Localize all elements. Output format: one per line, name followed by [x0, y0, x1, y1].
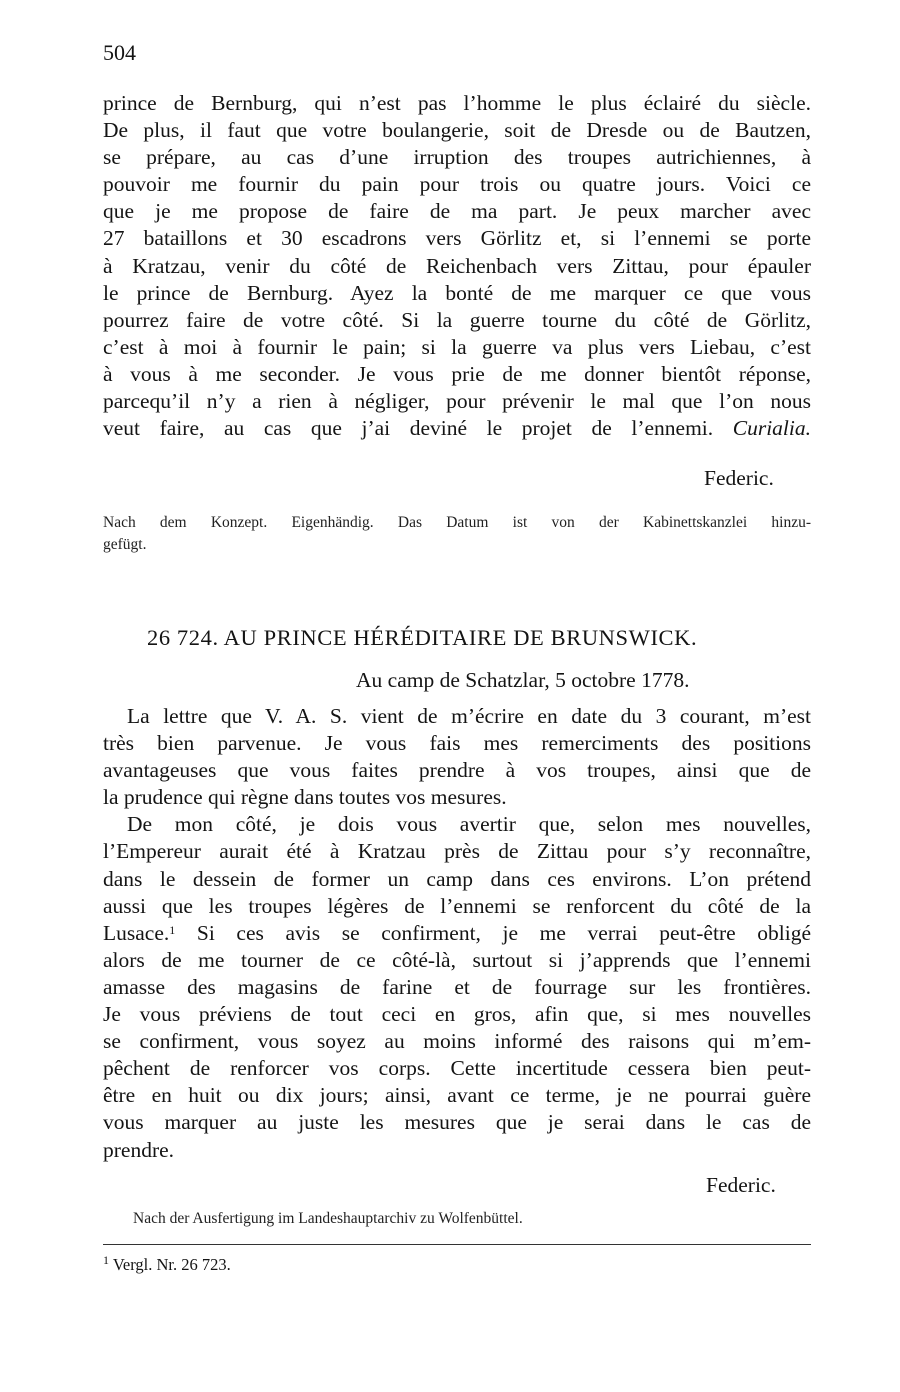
text-line: 27 bataillons et 30 escadrons vers Görlitz et, si l’ennemi se porte	[103, 226, 811, 251]
text-line: que je me propose de faire de ma part. Je peux marcher avec	[103, 199, 811, 224]
text-line: De mon côté, je dois vous avertir que, selon mes nouvelles,	[127, 812, 811, 837]
text-line-part: Si ces avis se confirment, je me verrai peut-être obligé	[175, 920, 811, 945]
text-line: le prince de Bernburg. Ayez la bonté de me marquer ce que vous	[103, 280, 811, 305]
source-note: Nach der Ausfertigung im Landeshauptarchiv zu Wolfenbüttel.	[133, 1210, 523, 1227]
text-line: prince de Bernburg, qui n’est pas l’homme le plus éclairé du siècle.	[103, 91, 811, 115]
page-number: 504	[103, 40, 136, 65]
footnote-divider	[103, 1244, 811, 1245]
letter-body	[103, 703, 811, 1164]
text-line: De plus, il faut que votre boulangerie, soit de Dresde ou de Bautzen,	[103, 118, 811, 143]
text-line: à vous à me seconder. Je vous prie de me donner bientôt réponse,	[103, 361, 811, 386]
letter-heading: 26 724. AU PRINCE HÉRÉDITAIRE DE BRUNSWICK.	[147, 625, 698, 650]
text-line: aussi que les troupes légères de l’ennemi se renforcent du côté de la	[103, 893, 811, 918]
text-line: être en huit ou dix jours; ainsi, avant ce terme, je ne pourrai guère	[103, 1083, 811, 1108]
text-line: l’Empereur aurait été à Kratzau près de Zittau pour s’y reconnaître,	[103, 839, 811, 864]
text-line: pouvoir me fournir du pain pour trois ou quatre jours. Voici ce	[103, 172, 811, 197]
text-line: se confirment, vous soyez au moins informé des raisons qui m’em-	[103, 1029, 811, 1054]
footnote-reference[interactable]: 1	[169, 922, 176, 937]
text-line: Je vous préviens de tout ceci en gros, afin que, si mes nouvelles	[103, 1002, 811, 1027]
text-line: se prépare, au cas d’une irruption des troupes autrichiennes, à	[103, 145, 811, 170]
text-line: vous marquer au juste les mesures que je serai dans le cas de	[103, 1110, 811, 1135]
text-line-part: Lusace.	[103, 920, 170, 945]
text-line: dans le dessein de former un camp dans ces environs. L’on prétend	[103, 866, 811, 891]
source-note	[103, 512, 811, 556]
text-line	[103, 415, 811, 442]
curialia-note: Curialia.	[732, 416, 812, 441]
text-line: La lettre que V. A. S. vient de m’écrire en date du 3 courant, m’est	[127, 704, 811, 728]
text-line	[103, 920, 811, 947]
text-line: c’est à moi à fournir le pain; si la guerre va plus vers Liebau, c’est	[103, 334, 811, 359]
footnote	[103, 1255, 231, 1275]
text-line: parcequ’il n’y a rien à négliger, pour prévenir le mal que l’on nous	[103, 389, 811, 414]
text-line: pêchent de renforcer vos corps. Cette incertitude cessera bien peut-	[103, 1056, 811, 1081]
note-line: Nach dem Konzept. Eigenhändig. Das Datum ist von der Kabinettskanzlei hinzu-	[103, 514, 811, 531]
text-line: alors de me tourner de ce côté-là, surtout si j’apprends que l’ennemi	[103, 947, 811, 972]
text-line: à Kratzau, venir du côté de Reichenbach vers Zittau, pour épauler	[103, 253, 811, 278]
text-line: très bien parvenue. Je vous fais mes remerciments des positions	[103, 731, 811, 756]
text-line: la prudence qui règne dans toutes vos mesures.	[103, 785, 507, 810]
text-line: pourrez faire de votre côté. Si la guerre tourne du côté de Görlitz,	[103, 307, 811, 332]
note-line: gefügt.	[103, 536, 147, 553]
footnote-text: Vergl. Nr. 26 723.	[112, 1255, 231, 1274]
footnote-marker: 1	[103, 1253, 109, 1267]
text-line: prendre.	[103, 1137, 175, 1162]
text-line-part: veut faire, au cas que j’ai deviné le projet de l’ennemi.	[103, 416, 714, 441]
letter-body	[103, 90, 811, 442]
text-line: amasse des magasins de farine et de fourrage sur les frontières.	[103, 974, 811, 999]
signature: Federic.	[706, 1173, 776, 1197]
signature: Federic.	[704, 466, 774, 490]
text-line: avantageuses que vous faites prendre à vos troupes, ainsi que de	[103, 758, 811, 783]
letter-dateline: Au camp de Schatzlar, 5 octobre 1778.	[356, 668, 690, 692]
